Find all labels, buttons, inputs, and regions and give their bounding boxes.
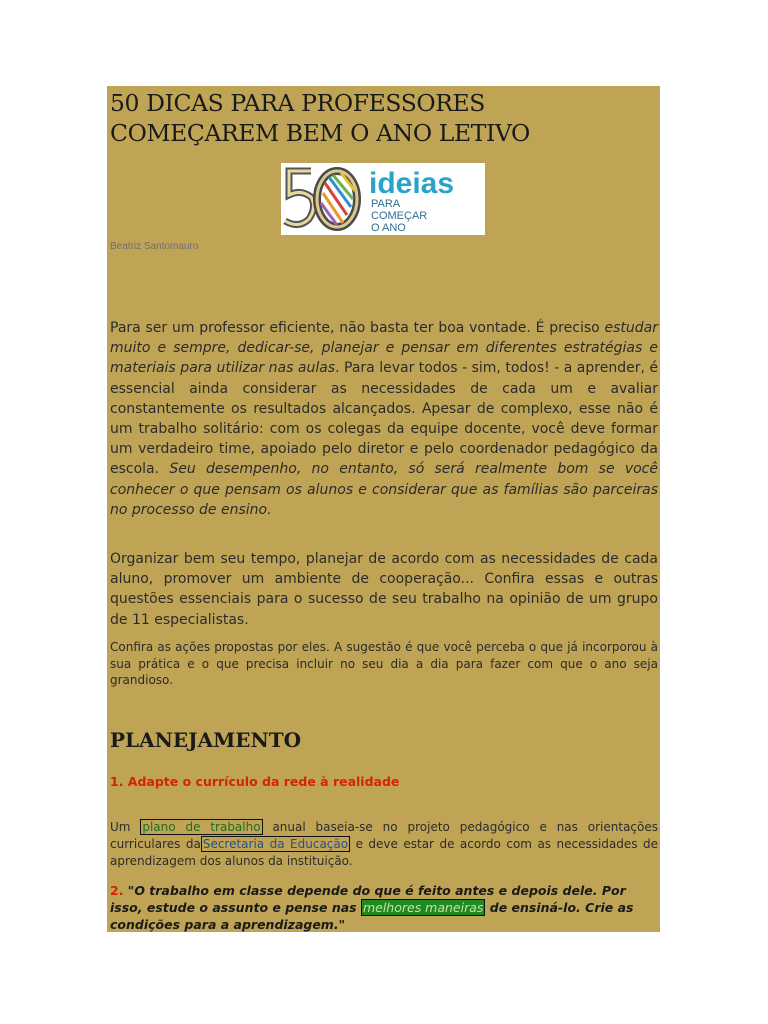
- melhores-maneiras-link[interactable]: melhores maneiras: [362, 900, 484, 915]
- intro-emphasis-2: Seu desempenho, no entanto, só será realmente bom se você conhecer o que pensam os alunos e considerar que as famílias são parceiras no processo de ensino.: [110, 461, 658, 518]
- intro-emphasis-1: estudar muito e sempre, dedicar-se, planejar e pensar em diferentes estratégias e materiais para utilizar nas aulas: [110, 320, 658, 377]
- intro-text-e: . Para levar todos - sim, todos! - a aprender, é essencial ainda considerar as necessidades de cada um e avaliar constantemente os resultados alcançados. Apesar de complexo, esse não é um trabalho solitário: com os colegas da equipe docente, você deve formar um verdadeiro time, apoiado pelo diretor e pelo coordenador pedagógico da escola.: [110, 360, 658, 478]
- tip-2-text-b: de ensiná-lo. Crie as condições para a aprendizagem.": [110, 900, 634, 932]
- third-paragraph: Confira as ações propostas por eles. A sugestão é que você perceba o que já incorporou à sua prática e o que precisa incluir no seu dia a dia para fazer com que o ano seja grandioso.: [110, 640, 658, 687]
- intro-paragraph: [110, 318, 658, 520]
- logo-line1: PARA: [371, 198, 401, 210]
- tip-1-heading: 1. Adapte o currículo da rede à realidade: [110, 774, 400, 789]
- logo-word: ideias: [369, 167, 455, 200]
- ideias-logo: [281, 163, 485, 235]
- logo-line3: O ANO: [371, 222, 406, 234]
- tip-1-text-a: Um: [110, 820, 141, 834]
- intro-text-c: , não basta ter boa vontade. É preciso: [330, 320, 605, 336]
- second-paragraph: Organizar bem seu tempo, planejar de acordo com as necessidades de cada aluno, promover um ambiente de cooperação... Confira essas e outras questões essenciais para o sucesso de seu trabalho na opinião de um grupo de 11 especialistas.: [110, 551, 658, 628]
- secretaria-da-educacao-link[interactable]: Secretaria da Educação: [202, 837, 349, 851]
- document-page: [107, 86, 660, 932]
- logo-graphic: [281, 163, 485, 235]
- tip-1-paragraph: [110, 819, 658, 870]
- intro-text-a: Para ser um: [110, 320, 200, 336]
- logo-line2: COMEÇAR: [371, 210, 428, 222]
- tip-2-quote: [110, 882, 658, 932]
- tip-1-text-c: e deve estar de acordo com as necessidades de aprendizagem dos alunos da instituição.: [110, 837, 658, 868]
- plano-de-trabalho-link[interactable]: plano de trabalho: [142, 820, 261, 834]
- author-byline: Beatriz Santomauro: [110, 241, 199, 252]
- page-title: 50 DICAS PARA PROFESSORES COMEÇAREM BEM O ANO LETIVO: [110, 89, 530, 147]
- tip-1-text-b: anual baseia-se no projeto pedagógico e nas orientações curriculares da: [110, 820, 658, 851]
- professor-eficiente-link[interactable]: professor eficiente: [199, 320, 331, 336]
- tip-2-number: 2.: [110, 883, 124, 898]
- section-heading: PLANEJAMENTO: [110, 728, 302, 752]
- tip-2-text-a: "O trabalho em classe depende do que é feito antes e depois dele. Por isso, estude o assunto e pense nas: [110, 883, 626, 915]
